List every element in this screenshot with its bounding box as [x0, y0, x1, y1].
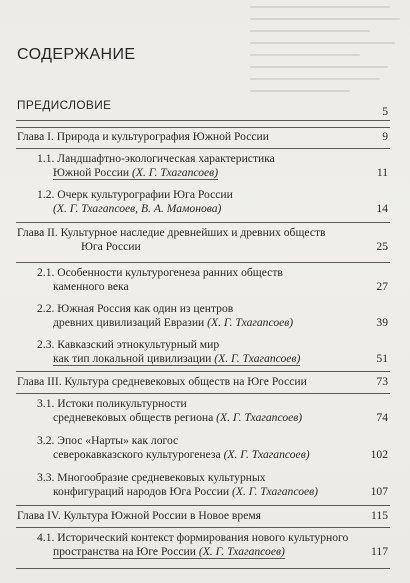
page-number: 73 [376, 375, 388, 388]
divider [16, 371, 390, 372]
preface-label: ПРЕДИСЛОВИЕ [17, 98, 112, 112]
page-number: 9 [382, 130, 388, 143]
author: (Х. Г. Тхагапсоев) [207, 316, 294, 330]
section-title: 2.2. Южная Россия как один из центров [37, 302, 234, 315]
section-title-cont: конфигураций народов Юга России [53, 485, 230, 499]
page-number: 14 [376, 202, 388, 216]
author: (Х. Г. Тхагапсоев) [232, 485, 319, 499]
section-title-cont: северокавказского культурогенеза [53, 448, 221, 462]
chapter-title-cont: Юга России [81, 240, 141, 254]
page-title: СОДЕРЖАНИЕ [17, 46, 136, 63]
section-title: 4.1. Исторический контекст формирования нового культурного [37, 531, 349, 544]
chapter-4-entry[interactable] [17, 509, 388, 523]
chapter-1-entry[interactable] [17, 130, 388, 144]
chapter-title: Глава IV. Культура Южной России в Новое время [17, 509, 262, 522]
section-title-cont: средневековых обществ региона [53, 411, 214, 425]
preface-entry[interactable] [17, 105, 388, 119]
section-title-cont: каменного века [53, 280, 129, 294]
divider [16, 393, 390, 394]
divider [16, 262, 390, 263]
section-title: 1.1. Ландшафтно-экологическая характеристика [37, 152, 275, 165]
preface-rule [16, 120, 390, 121]
section-3-2-entry[interactable] [37, 434, 388, 462]
page-number: 74 [376, 411, 388, 425]
bleed-through-text [250, 6, 400, 116]
chapter-2-entry[interactable] [17, 226, 388, 254]
section-title: 2.1. Особенности культурогенеза ранних обществ [37, 266, 283, 279]
chapter-title: Глава I. Природа и культурография Южной России [17, 130, 269, 143]
section-1-2-entry[interactable] [37, 188, 388, 216]
divider [16, 568, 390, 569]
section-title-cont: пространства на Юге России [53, 545, 196, 559]
divider [16, 505, 390, 506]
divider [16, 127, 390, 128]
section-2-3-entry[interactable] [37, 338, 388, 366]
section-title: 3.1. Истоки поликультурности [37, 397, 187, 410]
page-number: 27 [376, 280, 388, 294]
section-4-1-entry[interactable] [37, 531, 388, 559]
chapter-title: Глава III. Культура средневековых обществ на Юге России [17, 375, 307, 388]
page-number: 102 [370, 448, 388, 462]
section-title-cont: Южной России [53, 166, 130, 180]
section-title: 3.2. Эпос «Нарты» как логос [37, 434, 179, 447]
section-title: 2.3. Кавказский этнокультурный мир [37, 338, 220, 351]
section-1-1-entry[interactable] [37, 152, 388, 180]
section-2-2-entry[interactable] [37, 302, 388, 330]
section-3-3-entry[interactable] [37, 471, 388, 499]
chapter-3-entry[interactable] [17, 375, 388, 389]
page-number: 51 [376, 352, 388, 366]
author: (Х. Г. Тхагапсоев) [223, 448, 310, 462]
page-number: 25 [376, 240, 388, 254]
author: (Х. Г. Тхагапсоев) [132, 166, 219, 180]
section-title: 1.2. Очерк культурографии Юга России [37, 188, 233, 201]
author: (Х. Г. Тхагапсоев) [216, 411, 303, 425]
chapter-title: Глава II. Культурное наследие древнейших и древних обществ [17, 226, 326, 239]
author: (Х. Г. Тхагапсоев, В. А. Мамонова) [53, 202, 222, 216]
divider [16, 222, 390, 223]
section-title-cont: древних цивилизаций Евразии [53, 316, 205, 330]
section-3-1-entry[interactable] [37, 397, 388, 425]
page-number: 107 [370, 485, 388, 499]
page-number: 115 [371, 509, 388, 522]
section-title: 3.3. Многообразие средневековых культурных [37, 471, 266, 484]
page-number: 5 [382, 105, 388, 118]
page-number: 39 [376, 316, 388, 330]
section-title-cont: как тип локальной цивилизации [53, 352, 212, 366]
page-number: 11 [376, 166, 388, 180]
author: (Х. Г. Тхагапсоев) [214, 352, 301, 366]
divider [16, 527, 390, 528]
page-number: 117 [371, 545, 388, 559]
divider [16, 148, 390, 149]
author: (Х. Г. Тхагапсоев) [198, 545, 285, 559]
section-2-1-entry[interactable] [37, 266, 388, 294]
